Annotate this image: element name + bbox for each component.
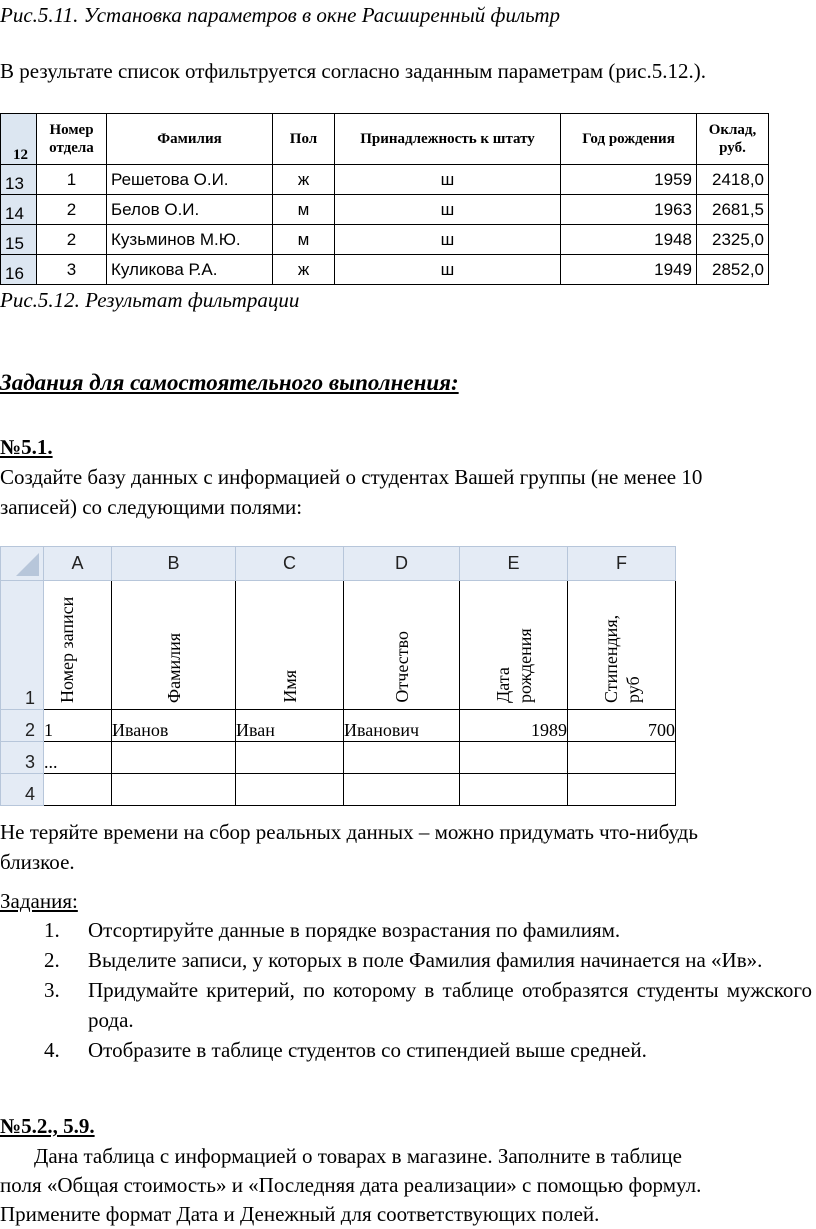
list-item — [0, 1035, 816, 1065]
task-number: 4. — [44, 1038, 60, 1062]
table-row — [1, 255, 769, 285]
list-item — [0, 915, 816, 945]
exercise-title-5-1: №5.1. — [0, 435, 53, 459]
row-number: 12 — [1, 114, 37, 165]
table-cell: ш — [335, 255, 561, 285]
table-cell[interactable]: 1 — [44, 710, 112, 742]
column-letter[interactable]: F — [568, 547, 676, 581]
exercise-text-line: Создайте базу данных с информацией о студентах Вашей группы (не менее 10 — [0, 465, 703, 489]
table-cell[interactable] — [344, 774, 460, 806]
figure-caption-5-11: Рис.5.11. Установка параметров в окне Расширенный фильтр — [0, 3, 561, 27]
table-cell: ш — [335, 195, 561, 225]
table-cell: Решетова О.И. — [107, 165, 273, 195]
table-row — [1, 581, 676, 710]
field-header-text: Отчество — [391, 631, 412, 703]
field-header-cell[interactable] — [568, 581, 676, 710]
field-header-text: Дата рождения — [492, 628, 535, 703]
row-number: 16 — [1, 255, 37, 285]
table-row — [1, 225, 769, 255]
table-cell[interactable] — [568, 742, 676, 774]
filter-result-table — [0, 113, 769, 285]
column-header: Пол — [273, 114, 335, 165]
field-header-cell[interactable] — [236, 581, 344, 710]
tasks-label: Задания: — [0, 889, 78, 913]
table-cell: 1963 — [561, 195, 697, 225]
column-header: Номер отдела — [37, 114, 107, 165]
row-number[interactable]: 4 — [1, 774, 44, 806]
exercise-title-5-2: №5.2., 5.9. — [0, 1114, 95, 1138]
table-cell[interactable] — [112, 774, 236, 806]
table-cell[interactable]: ... — [44, 742, 112, 774]
row-number: 14 — [1, 195, 37, 225]
note-line: близкое. — [0, 850, 75, 874]
row-number[interactable]: 1 — [1, 581, 44, 710]
table-cell: ж — [273, 165, 335, 195]
table-cell: 2852,0 — [697, 255, 769, 285]
table-cell[interactable]: 1989 — [460, 710, 568, 742]
exercise-text-line: Дана таблица с информацией о товарах в магазине. Заполните в таблице — [34, 1144, 682, 1168]
row-number: 13 — [1, 165, 37, 195]
table-cell: Кузьминов М.Ю. — [107, 225, 273, 255]
column-header: Оклад, руб. — [697, 114, 769, 165]
table-cell[interactable] — [460, 774, 568, 806]
task-number: 1. — [44, 918, 60, 942]
select-all-triangle-icon — [1, 547, 43, 580]
task-number: 3. — [44, 978, 60, 1002]
table-cell: Белов О.И. — [107, 195, 273, 225]
table-cell[interactable] — [460, 742, 568, 774]
table-cell: 1959 — [561, 165, 697, 195]
field-header-text: Имя — [279, 670, 300, 703]
task-text: Отобразите в таблице студентов со стипендией выше средней. — [88, 1038, 647, 1062]
table-cell[interactable]: Иванович — [344, 710, 460, 742]
table-cell[interactable] — [112, 742, 236, 774]
list-item — [0, 945, 816, 975]
task-text: Отсортируйте данные в порядке возрастания по фамилиям. — [88, 918, 621, 942]
exercise-text-line: поля «Общая стоимость» и «Последняя дата реализации» с помощью формул. — [0, 1173, 702, 1197]
table-cell: ш — [335, 165, 561, 195]
table-cell: Куликова Р.А. — [107, 255, 273, 285]
table-cell[interactable] — [44, 774, 112, 806]
exercise-text-line: записей) со следующими полями: — [0, 495, 303, 519]
table-cell[interactable] — [568, 774, 676, 806]
row-number[interactable]: 2 — [1, 710, 44, 742]
table-header-row — [1, 114, 769, 165]
table-cell: 2681,5 — [697, 195, 769, 225]
figure-caption-5-12: Рис.5.12. Результат фильтрации — [0, 288, 300, 312]
field-header-text: Стипендия, руб — [600, 614, 643, 703]
table-cell: 1 — [37, 165, 107, 195]
table-cell[interactable] — [236, 742, 344, 774]
row-number: 15 — [1, 225, 37, 255]
field-header-text: Фамилия — [163, 632, 184, 703]
field-header-cell[interactable] — [344, 581, 460, 710]
table-row — [1, 710, 676, 742]
column-header: Год рождения — [561, 114, 697, 165]
column-header-row — [1, 547, 676, 581]
column-header: Фамилия — [107, 114, 273, 165]
table-row — [1, 774, 676, 806]
field-header-cell[interactable] — [460, 581, 568, 710]
table-row — [1, 195, 769, 225]
table-cell[interactable]: 700 — [568, 710, 676, 742]
table-cell[interactable] — [236, 774, 344, 806]
table-row — [1, 165, 769, 195]
select-all-corner[interactable] — [1, 547, 44, 581]
table-cell: м — [273, 195, 335, 225]
exercise-text-line: Примените формат Дата и Денежный для соответствующих полей. — [0, 1202, 600, 1226]
task-number: 2. — [44, 948, 60, 972]
column-header: Принадлежность к штату — [335, 114, 561, 165]
table-cell[interactable]: Иван — [236, 710, 344, 742]
table-cell: ш — [335, 225, 561, 255]
note-line: Не теряйте времени на сбор реальных данных – можно придумать что-нибудь — [0, 820, 698, 844]
student-database-template — [0, 546, 676, 806]
column-letter[interactable]: A — [44, 547, 112, 581]
result-text: В результате список отфильтруется согласно заданным параметрам (рис.5.12.). — [0, 59, 706, 83]
field-header-cell[interactable] — [112, 581, 236, 710]
table-cell: 1949 — [561, 255, 697, 285]
column-letter[interactable]: E — [460, 547, 568, 581]
column-letter[interactable]: B — [112, 547, 236, 581]
task-text: Придумайте критерий, по которому в таблице отобразятся студенты мужского рода. — [88, 978, 812, 1032]
table-cell: 2 — [37, 195, 107, 225]
table-cell: 3 — [37, 255, 107, 285]
column-letter[interactable]: C — [236, 547, 344, 581]
task-list — [0, 915, 816, 1065]
field-header-text: Номер записи — [56, 596, 77, 703]
column-letter[interactable]: D — [344, 547, 460, 581]
table-cell[interactable]: Иванов — [112, 710, 236, 742]
table-cell: 2418,0 — [697, 165, 769, 195]
section-heading: Задания для самостоятельного выполнения: — [0, 370, 459, 395]
table-cell: ж — [273, 255, 335, 285]
table-cell: 2325,0 — [697, 225, 769, 255]
list-item — [0, 975, 816, 1035]
table-cell: 1948 — [561, 225, 697, 255]
row-number[interactable]: 3 — [1, 742, 44, 774]
table-cell[interactable] — [344, 742, 460, 774]
table-row — [1, 742, 676, 774]
table-cell: 2 — [37, 225, 107, 255]
task-text: Выделите записи, у которых в поле Фамилия фамилия начинается на «Ив». — [88, 948, 763, 972]
field-header-cell[interactable] — [44, 581, 112, 710]
table-cell: м — [273, 225, 335, 255]
